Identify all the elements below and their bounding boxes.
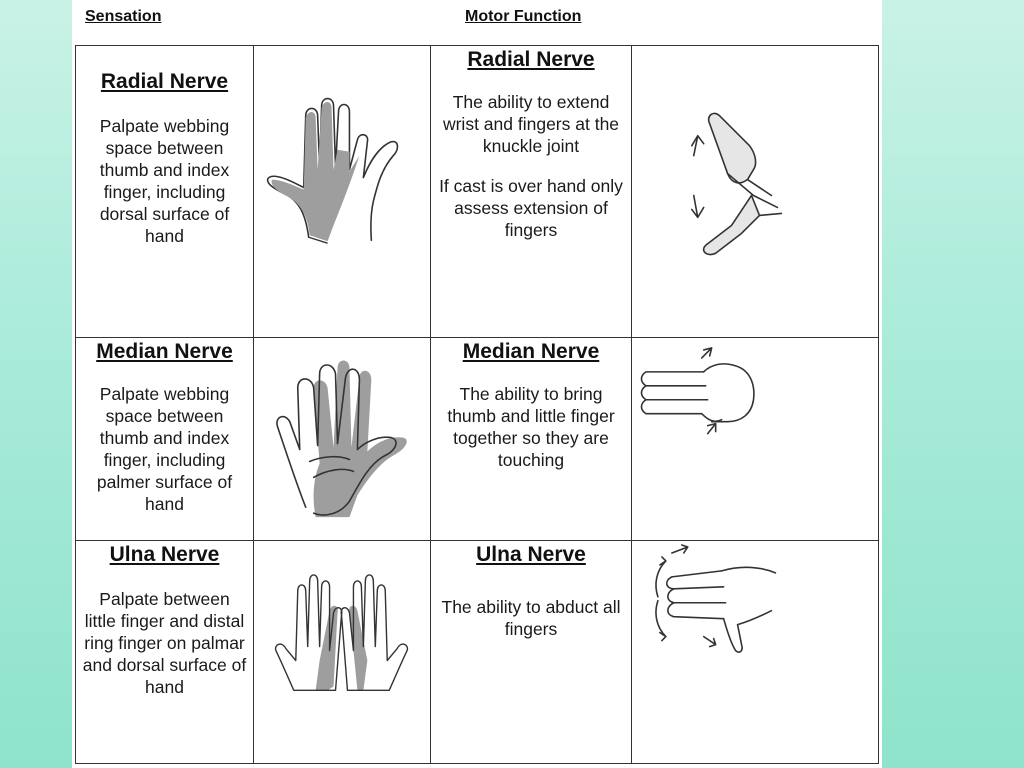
motor-description: The ability to extend wrist and fingers at the knuckle joint <box>442 92 620 157</box>
table-row <box>76 338 879 541</box>
sensation-image-cell <box>254 46 431 338</box>
motor-cell <box>431 541 632 764</box>
sensation-header: Sensation <box>85 8 162 25</box>
sensation-cell <box>76 338 254 541</box>
hand-palmar-icon <box>254 338 430 540</box>
sensation-title: Radial Nerve <box>100 70 229 93</box>
nerve-assessment-table <box>75 45 879 764</box>
motor-note: If cast is over hand only assess extension of fingers <box>439 176 623 241</box>
sensation-image-cell <box>254 338 431 541</box>
motor-cell <box>431 46 632 338</box>
sensation-cell <box>76 541 254 764</box>
sensation-title: Ulna Nerve <box>109 543 220 567</box>
motor-cell <box>431 338 632 541</box>
table-row <box>76 541 879 764</box>
hands-ulnar-icon <box>254 541 430 763</box>
thumb-opposition-icon <box>632 338 878 540</box>
motor-title: Radial Nerve <box>467 48 595 71</box>
finger-abduction-icon <box>632 541 878 763</box>
sensation-title: Median Nerve <box>96 340 233 363</box>
document-page <box>72 0 882 768</box>
table-row <box>76 46 879 338</box>
hand-dorsal-icon <box>254 46 430 337</box>
motor-image-cell <box>632 541 879 764</box>
sensation-image-cell <box>254 541 431 764</box>
motor-image-cell <box>632 338 879 541</box>
sensation-description: Palpate webbing space between thumb and index finger, including palmer surface of hand <box>96 384 233 515</box>
sensation-description: Palpate between little finger and distal ring finger on palmar and dorsal surface of hand <box>82 589 247 698</box>
motor-function-header: Motor Function <box>465 8 582 25</box>
motor-title: Ulna Nerve <box>476 543 586 567</box>
motor-image-cell <box>632 46 879 338</box>
sensation-cell <box>76 46 254 338</box>
motor-description: The ability to bring thumb and little finger together so they are touching <box>447 384 615 471</box>
wrist-extension-icon <box>632 46 878 337</box>
motor-title: Median Nerve <box>462 340 600 363</box>
motor-description: The ability to abduct all fingers <box>441 597 621 640</box>
sensation-description: Palpate webbing space between thumb and index finger, including dorsal surface of hand <box>99 116 230 247</box>
